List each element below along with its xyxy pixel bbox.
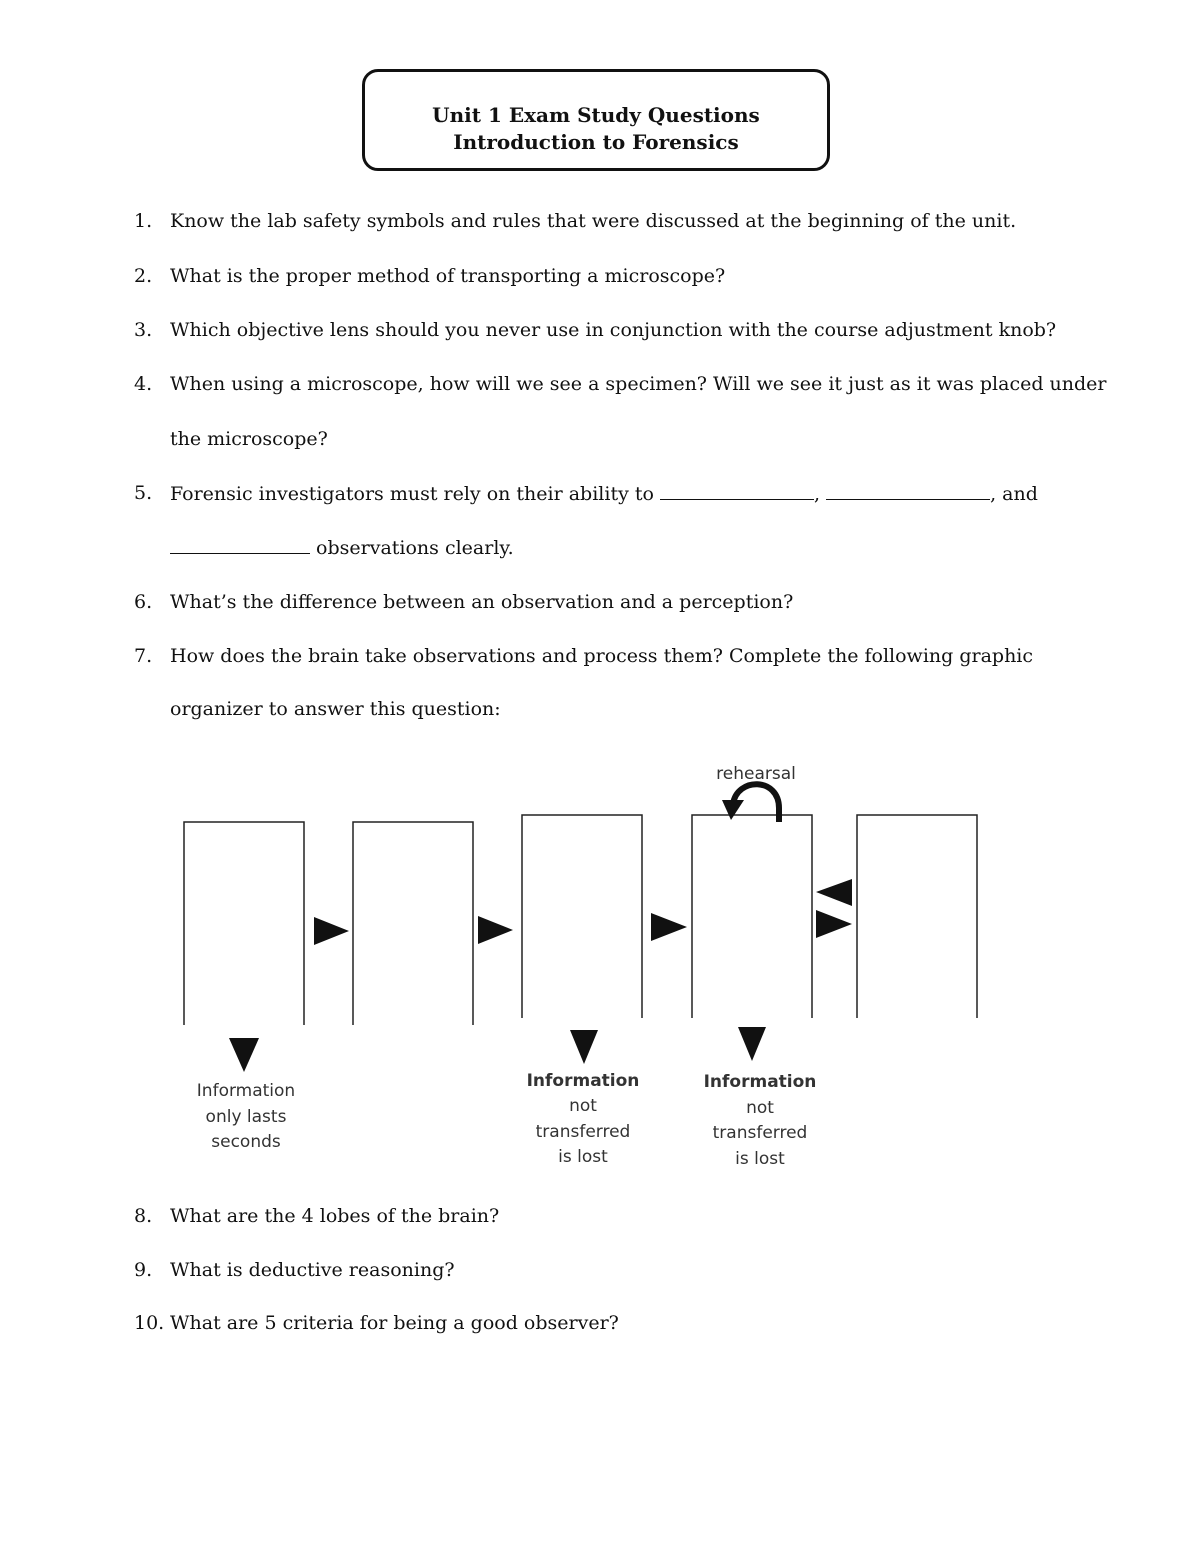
question-number: 3. bbox=[134, 319, 153, 341]
down-arrow-icon bbox=[738, 1027, 766, 1061]
question-text: Which objective lens should you never use in conjunction with the course adjustment knob? bbox=[170, 319, 1057, 341]
question-text: When using a microscope, how will we see a specimen? Will we see it just as it was placed under bbox=[170, 373, 1107, 395]
note-1-line-2: only lasts bbox=[205, 1107, 287, 1127]
right-arrow-icon bbox=[314, 917, 349, 945]
blank-separator: , bbox=[813, 483, 827, 505]
question-number: 6. bbox=[134, 591, 153, 613]
question-text-continued bbox=[170, 535, 514, 560]
down-arrow-icon bbox=[229, 1038, 259, 1072]
question-text: What are the 4 lobes of the brain? bbox=[170, 1205, 500, 1227]
rehearsal-label: rehearsal bbox=[716, 764, 796, 784]
note-3-line-3: transferred bbox=[712, 1123, 808, 1143]
title-line-2: Introduction to Forensics bbox=[453, 130, 739, 154]
question-text: How does the brain take observations and process them? Complete the following graphic bbox=[170, 645, 1034, 667]
question-number: 1. bbox=[134, 210, 153, 232]
title-line-1: Unit 1 Exam Study Questions bbox=[432, 103, 760, 127]
note-2-line-4: is lost bbox=[558, 1147, 608, 1167]
note-1-line-1: Information bbox=[196, 1081, 296, 1101]
answer-blank-1[interactable] bbox=[660, 481, 814, 500]
question-text-part: Forensic investigators must rely on their ability to bbox=[170, 483, 660, 505]
question-number: 7. bbox=[134, 645, 153, 667]
note-2-line-1: Information bbox=[526, 1071, 640, 1091]
question-number: 9. bbox=[134, 1259, 153, 1281]
organizer-box-3[interactable] bbox=[522, 815, 642, 1018]
question-text-continued: the microscope? bbox=[170, 428, 328, 450]
question-number: 10. bbox=[134, 1312, 165, 1334]
question-number: 5. bbox=[134, 482, 153, 504]
memory-graphic-organizer bbox=[0, 740, 1200, 1200]
question-text: What is the proper method of transporting a microscope? bbox=[170, 265, 726, 287]
right-arrow-icon bbox=[478, 916, 513, 944]
title-box bbox=[362, 69, 830, 171]
note-3-line-1: Information bbox=[703, 1072, 817, 1092]
note-2-line-2: not bbox=[569, 1096, 597, 1116]
question-text-continued: organizer to answer this question: bbox=[170, 698, 501, 720]
note-2-line-3: transferred bbox=[535, 1122, 631, 1142]
organizer-box-1[interactable] bbox=[184, 822, 304, 1025]
question-text: What’s the difference between an observation and a perception? bbox=[170, 591, 794, 613]
question-text bbox=[170, 481, 1038, 506]
note-1-line-3: seconds bbox=[211, 1132, 281, 1152]
organizer-box-5[interactable] bbox=[857, 815, 977, 1018]
note-3-line-2: not bbox=[746, 1098, 774, 1118]
question-number: 4. bbox=[134, 373, 153, 395]
organizer-box-2[interactable] bbox=[353, 822, 473, 1025]
question-text-part: observations clearly. bbox=[310, 537, 514, 559]
note-3-line-4: is lost bbox=[735, 1149, 785, 1169]
organizer-box-4[interactable] bbox=[692, 815, 812, 1018]
question-text: What is deductive reasoning? bbox=[170, 1259, 455, 1281]
question-number: 2. bbox=[134, 265, 153, 287]
question-text: Know the lab safety symbols and rules that were discussed at the beginning of the unit. bbox=[170, 210, 1017, 232]
blank-separator: , and bbox=[990, 483, 1038, 505]
question-text: What are 5 criteria for being a good observer? bbox=[170, 1312, 619, 1334]
answer-blank-3[interactable] bbox=[170, 535, 310, 554]
rehearsal-arrowhead-icon bbox=[722, 800, 744, 820]
answer-blank-2[interactable] bbox=[826, 481, 990, 500]
left-arrow-icon bbox=[816, 879, 852, 906]
right-arrow-icon bbox=[816, 910, 852, 938]
down-arrow-icon bbox=[570, 1030, 598, 1064]
question-number: 8. bbox=[134, 1205, 153, 1227]
right-arrow-icon bbox=[651, 913, 687, 941]
